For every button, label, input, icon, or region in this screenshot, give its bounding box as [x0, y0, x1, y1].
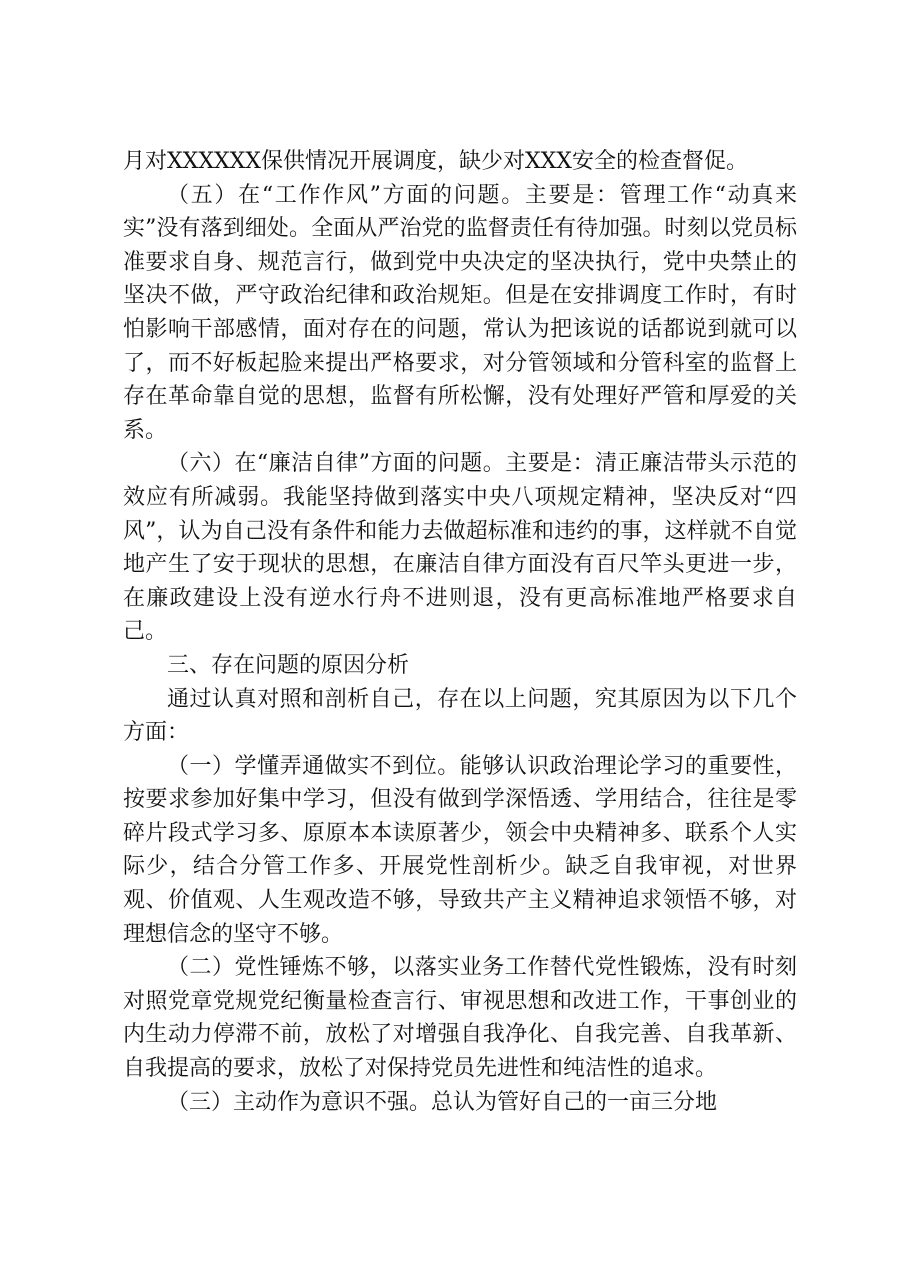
paragraph-continuation: 月对XXXXXX保供情况开展调度，缺少对XXX安全的检查督促。: [123, 149, 748, 174]
paragraph-cause-intro: 通过认真对照和剖析自己，存在以上问题，究其原因为以下几个方面：: [123, 686, 797, 746]
paragraph-cause-study: （一）学懂弄通做实不到位。能够认识政治理论学习的重要性，按要求参加好集中学习，但没有做到学深悟透、学用结合，往往是零碎片段式学习多、原原本本读原著少，领会中央精神多、联系个人实际少，结合分管工作多、开展党性剖析少。缺乏自我审视，对世界观、价值观、人生观改造不够，导致共产主义精神追求领悟不够，对理想信念的坚守不够。: [123, 753, 797, 947]
paragraph-cause-initiative: （三）主动作为意识不强。总认为管好自己的一亩三分地: [167, 1089, 718, 1115]
paragraph-integrity-issue: （六）在“廉洁自律”方面的问题。主要是：清正廉洁带头示范的效应有所减弱。我能坚持做到落实中央八项规定精神，坚决反对“四风”，认为自己没有条件和能力去做超标准和违约的事，这样就不自觉地产生了安于现状的思想，在廉洁自律方面没有百尺竿头更进一步，在廉政建设上没有逆水行舟不进则退，没有更高标准地严格要求自己。: [123, 451, 797, 645]
paragraph-work-style-issue: （五）在“工作作风”方面的问题。主要是：管理工作“动真来实”没有落到细处。全面从严治党的监督责任有待加强。时刻以党员标准要求自身、规范言行，做到党中央决定的坚决执行，党中央禁止的坚决不做，严守政治纪律和政治规矩。但是在安排调度工作时，有时怕影响干部感情，面对存在的问题，常认为把该说的话都说到就可以了，而不好板起脸来提出严格要求，对分管领域和分管科室的监督上存在革命靠自觉的思想，监督有所松懈，没有处理好严管和厚爱的关系。: [123, 182, 797, 443]
section-heading-cause-analysis: 三、存在问题的原因分析: [167, 652, 410, 678]
document-body: [123, 145, 797, 1119]
paragraph-cause-party-spirit: （二）党性锤炼不够，以落实业务工作替代党性锻炼，没有时刻对照党章党规党纪衡量检查言行、审视思想和改进工作，干事创业的内生动力停滞不前，放松了对增强自我净化、自我完善、自我革新、自我提高的要求，放松了对保持党员先进性和纯洁性的追求。: [123, 955, 797, 1082]
